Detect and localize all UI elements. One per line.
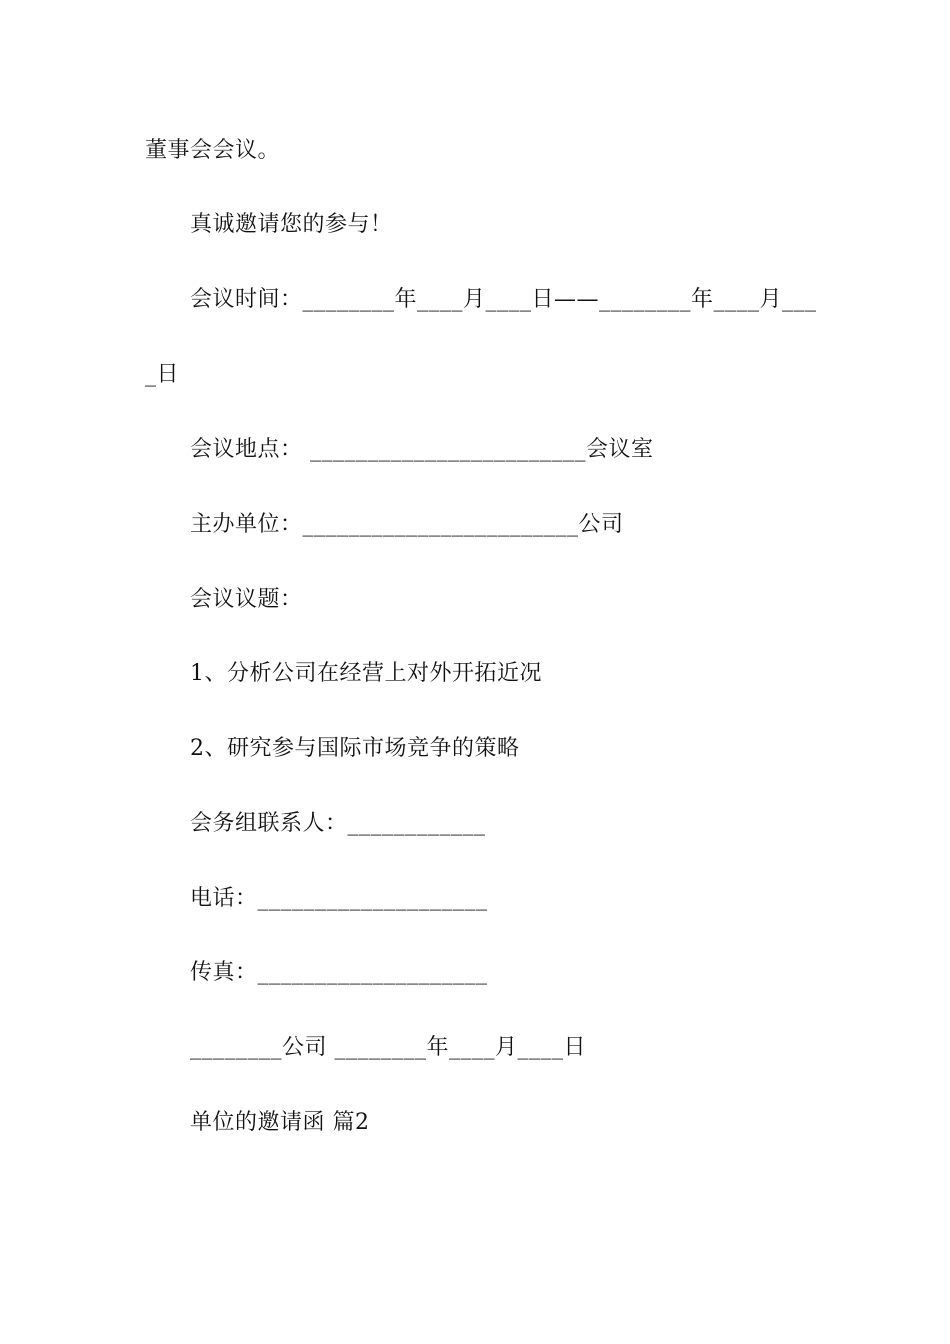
text-line-meeting-type: 董事会会议。 (145, 138, 281, 163)
text-line-meeting-time-cont: _日 (145, 362, 180, 387)
text-line-agenda-heading: 会议议题： (190, 587, 303, 612)
text-line-contact-person: 会务组联系人：____________ (190, 811, 486, 836)
text-line-agenda-item-2: 2、研究参与国际市场竞争的策略 (190, 736, 520, 761)
text-line-meeting-time: 会议时间：________年____月____日——________年____月___ (190, 287, 817, 312)
text-line-meeting-place: 会议地点： ________________________会议室 (190, 437, 654, 462)
text-line-phone: 电话：____________________ (190, 886, 488, 911)
text-line-organizer: 主办单位：________________________公司 (190, 512, 624, 537)
text-line-signature-date: ________公司 ________年____月____日 (190, 1035, 586, 1060)
text-line-invitation: 真诚邀请您的参与！ (190, 212, 393, 237)
text-line-agenda-item-1: 1、分析公司在经营上对外开拓近况 (190, 661, 542, 686)
text-line-section-title: 单位的邀请函 篇2 (190, 1110, 370, 1135)
text-line-fax: 传真：____________________ (190, 960, 488, 985)
